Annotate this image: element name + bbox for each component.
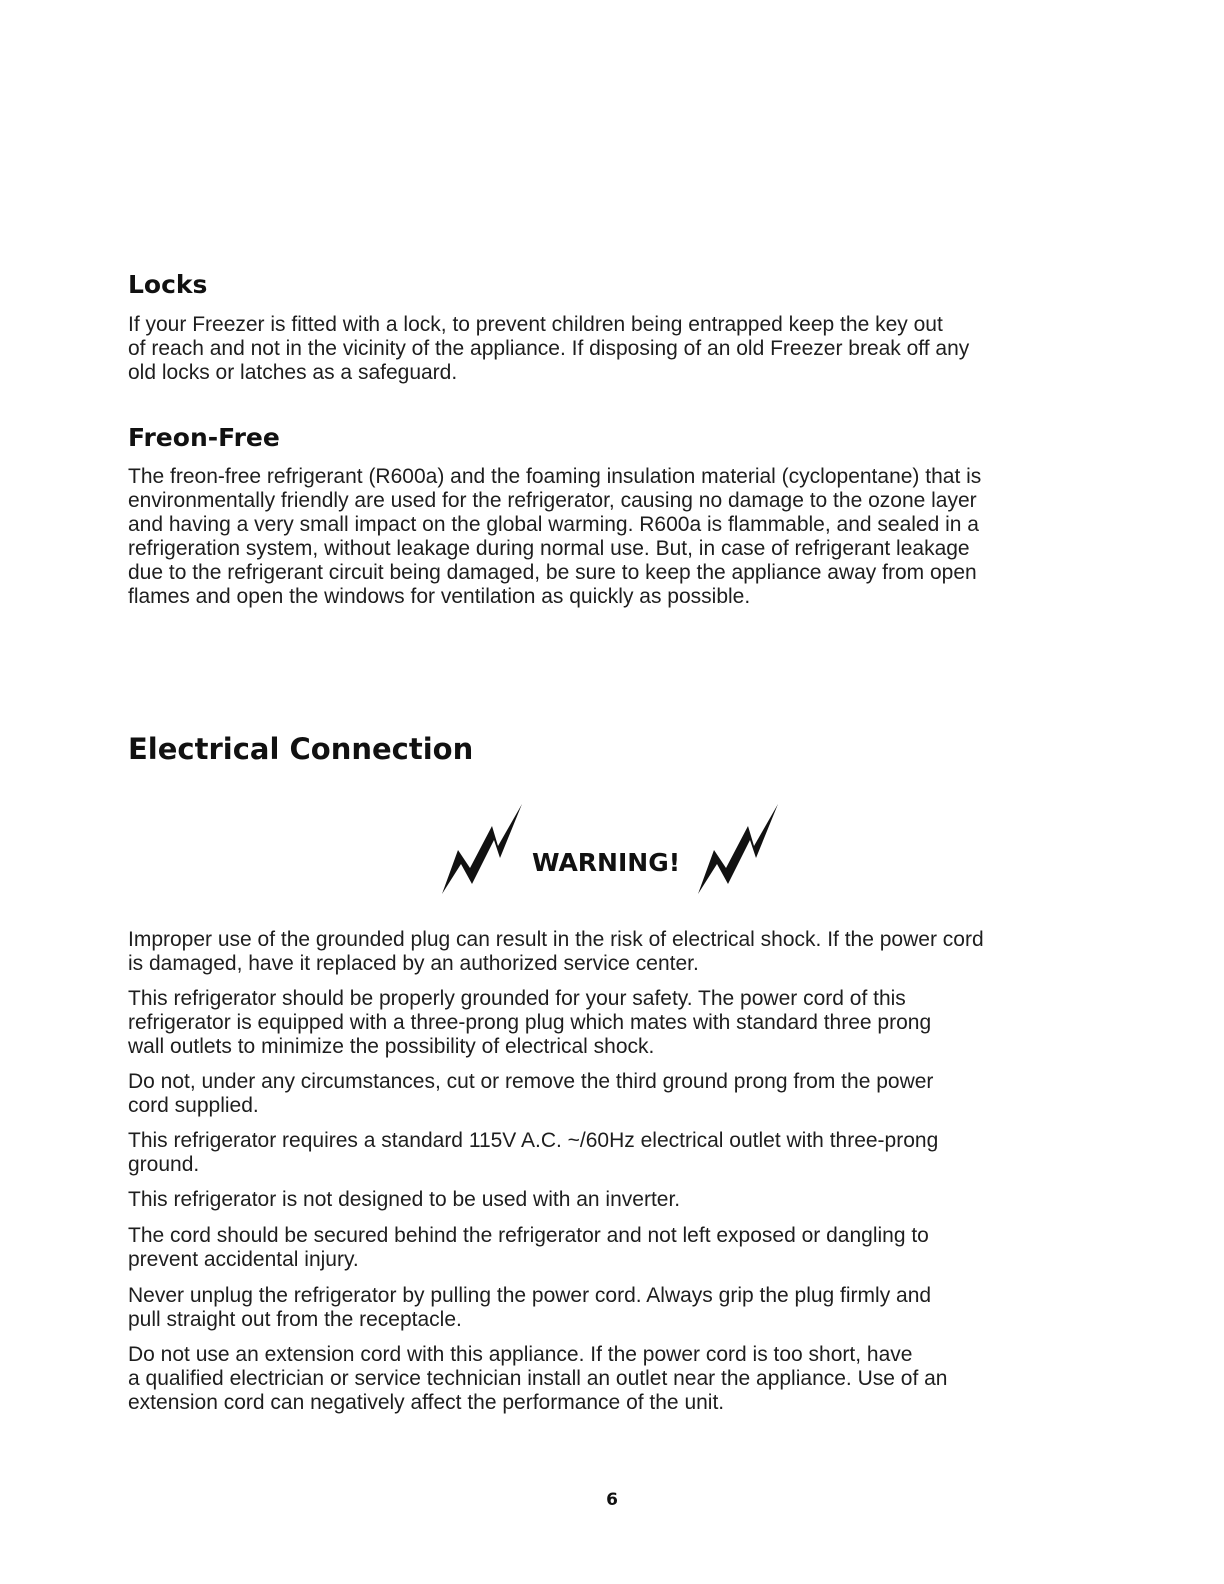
text-line: wall outlets to minimize the possibility of electrical shock.: [128, 1035, 655, 1058]
text-line: Never unplug the refrigerator by pulling the power cord. Always grip the plug firmly and: [128, 1284, 932, 1307]
text-line: This refrigerator is not designed to be used with an inverter.: [128, 1188, 681, 1211]
freon-free-paragraph: [128, 465, 981, 609]
locks-paragraph: [128, 313, 969, 385]
locks-heading: Locks: [128, 270, 208, 299]
page-number: 6: [606, 1490, 618, 1510]
electrical-connection-heading: Electrical Connection: [128, 732, 474, 766]
text-line: refrigeration system, without leakage during normal use. But, in case of refrigerant leakage: [128, 537, 970, 560]
warning-banner: [430, 800, 790, 900]
text-line: prevent accidental injury.: [128, 1248, 359, 1271]
text-line: environmentally friendly are used for the refrigerator, causing no damage to the ozone layer: [128, 489, 977, 512]
text-line: refrigerator is equipped with a three-prong plug which mates with standard three prong: [128, 1011, 932, 1034]
electrical-paragraph: [128, 1284, 931, 1332]
electrical-paragraph: [128, 928, 984, 976]
text-line: This refrigerator requires a standard 115V A.C. ~/60Hz electrical outlet with three-prong: [128, 1129, 939, 1152]
text-line: pull straight out from the receptacle.: [128, 1308, 462, 1331]
electrical-paragraph: [128, 987, 931, 1059]
freon-free-heading: Freon-Free: [128, 423, 280, 452]
text-line: of reach and not in the vicinity of the appliance. If disposing of an old Freezer break off any: [128, 337, 970, 360]
electrical-paragraph: [128, 1224, 929, 1272]
electrical-paragraph: [128, 1343, 947, 1415]
text-line: Do not, under any circumstances, cut or remove the third ground prong from the power: [128, 1070, 934, 1093]
text-line: The freon-free refrigerant (R600a) and the foaming insulation material (cyclopentane) that is: [128, 465, 982, 488]
text-line: is damaged, have it replaced by an authorized service center.: [128, 952, 699, 975]
text-line: This refrigerator should be properly grounded for your safety. The power cord of this: [128, 987, 906, 1010]
text-line: ground.: [128, 1153, 200, 1176]
electrical-paragraph: [128, 1188, 680, 1212]
text-line: If your Freezer is fitted with a lock, to prevent children being entrapped keep the key out: [128, 313, 943, 336]
text-line: and having a very small impact on the global warming. R600a is flammable, and sealed in a: [128, 513, 979, 536]
text-line: old locks or latches as a safeguard.: [128, 361, 458, 384]
electrical-paragraph: [128, 1129, 938, 1177]
text-line: flames and open the windows for ventilation as quickly as possible.: [128, 585, 751, 608]
text-line: a qualified electrician or service technician install an outlet near the appliance. Use of an: [128, 1367, 948, 1390]
text-line: cord supplied.: [128, 1094, 259, 1117]
lightning-bolt-icon: [692, 800, 782, 898]
lightning-bolt-icon: [436, 800, 526, 898]
warning-label: WARNING!: [532, 848, 681, 877]
text-line: extension cord can negatively affect the performance of the unit.: [128, 1391, 725, 1414]
electrical-paragraph: [128, 1070, 933, 1118]
text-line: Improper use of the grounded plug can result in the risk of electrical shock. If the power cord: [128, 928, 984, 951]
text-line: The cord should be secured behind the refrigerator and not left exposed or dangling to: [128, 1224, 929, 1247]
text-line: due to the refrigerant circuit being damaged, be sure to keep the appliance away from open: [128, 561, 977, 584]
text-line: Do not use an extension cord with this appliance. If the power cord is too short, have: [128, 1343, 913, 1366]
